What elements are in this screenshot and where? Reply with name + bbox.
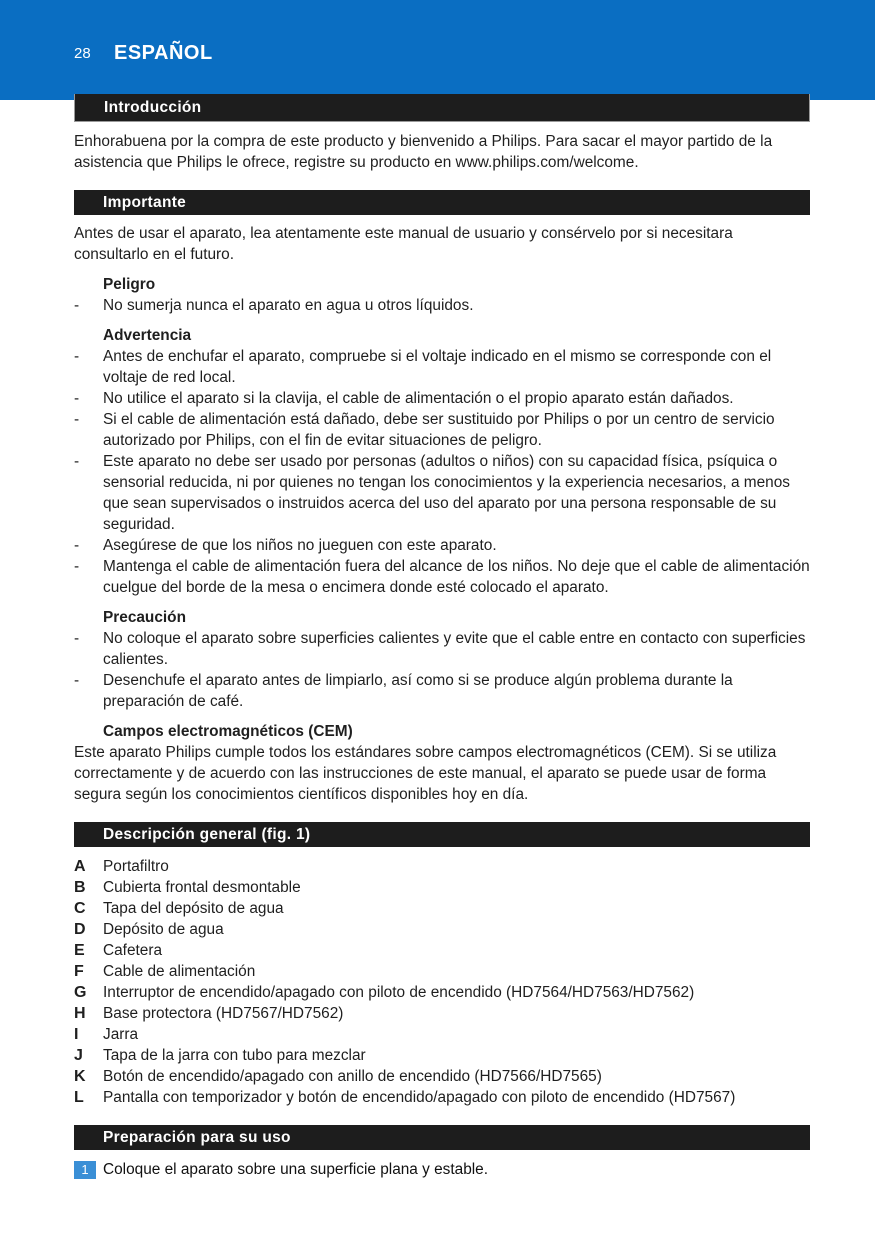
list-item-text: Antes de enchufar el aparato, compruebe si el voltaje indicado en el mismo se corresponde con el voltaje de red local. xyxy=(103,348,772,386)
part-item xyxy=(74,898,810,919)
list-item-text: Mantenga el cable de alimentación fuera del alcance de los niños. No deje que el cable de alimentación cuelgue del borde de la mesa o encimera donde esté colocado el aparato. xyxy=(103,558,810,596)
list-item-text: Desenchufe el aparato antes de limpiarlo, así como si se produce algún problema durante la preparación de café. xyxy=(103,672,733,710)
section-heading-overview: Descripción general (fig. 1) xyxy=(74,822,810,847)
list-item: - Antes de enchufar el aparato, compruebe si el voltaje indicado en el mismo se corresponde con el voltaje de red local. xyxy=(74,348,772,386)
part-item xyxy=(74,877,810,898)
danger-title: Peligro xyxy=(103,276,156,293)
part-label: Jarra xyxy=(103,1026,139,1043)
part-letter: E xyxy=(74,942,85,959)
part-label: Cafetera xyxy=(103,942,163,959)
part-label: Portafiltro xyxy=(103,858,169,875)
step-item xyxy=(74,1159,810,1180)
part-label: Depósito de agua xyxy=(103,921,224,938)
language-title: ESPAÑOL xyxy=(114,42,213,64)
part-label: Tapa del depósito de agua xyxy=(103,900,284,917)
page-number: 28 xyxy=(74,45,91,62)
header-bar xyxy=(0,0,875,100)
section-heading-intro: Introducción xyxy=(74,94,810,122)
emf-paragraph: Este aparato Philips cumple todos los estándares sobre campos electromagnéticos (CEM). Si se utiliza correctamente y de acuerdo con las instrucciones de este manual, el aparato se puede usar de forma segura según los conocimientos científicos disponibles hoy en día. xyxy=(74,744,777,803)
caution-list xyxy=(74,628,810,712)
danger-list xyxy=(74,295,810,316)
part-letter: J xyxy=(74,1047,83,1064)
part-item xyxy=(74,940,810,961)
part-label: Interruptor de encendido/apagado con piloto de encendido (HD7564/HD7563/HD7562) xyxy=(103,984,695,1001)
part-letter: K xyxy=(74,1068,86,1085)
part-letter: L xyxy=(74,1089,84,1106)
list-item: - Asegúrese de que los niños no jueguen con este aparato. xyxy=(74,537,497,554)
part-item xyxy=(74,1066,810,1087)
important-paragraph: Antes de usar el aparato, lea atentamente este manual de usuario y consérvelo por si necesitara consultarlo en el futuro. xyxy=(74,225,733,263)
part-letter: F xyxy=(74,963,84,980)
list-item-text: No coloque el aparato sobre superficies calientes y evite que el cable entre en contacto con superficies calientes. xyxy=(103,630,806,668)
part-letter: B xyxy=(74,879,86,896)
part-label: Base protectora (HD7567/HD7562) xyxy=(103,1005,344,1022)
document-body xyxy=(74,94,810,1180)
part-item xyxy=(74,961,810,982)
part-letter: A xyxy=(74,858,86,875)
emf-title: Campos electromagnéticos (CEM) xyxy=(103,723,353,740)
list-item: - Este aparato no debe ser usado por personas (adultos o niños) con su capacidad física, psíquica o sensorial reducida, ni por quienes no tengan los conocimientos y la experiencia necesarios, a menos que sean supervisados o instruidos acerca del uso del aparato por una persona responsable de su seguridad. xyxy=(74,453,790,533)
part-label: Pantalla con temporizador y botón de encendido/apagado con piloto de encendido (HD7567) xyxy=(103,1089,736,1106)
list-item: - Desenchufe el aparato antes de limpiarlo, así como si se produce algún problema durante la preparación de café. xyxy=(74,672,733,710)
part-item xyxy=(74,919,810,940)
warning-title: Advertencia xyxy=(103,327,192,344)
list-item-text: Este aparato no debe ser usado por personas (adultos o niños) con su capacidad física, psíquica o sensorial reducida, ni por quienes no tengan los conocimientos y la experiencia necesarios, a menos que sean supervisados o instruidos acerca del uso del aparato por una persona responsable de su seguridad. xyxy=(103,453,790,533)
step-text: Coloque el aparato sobre una superficie plana y estable. xyxy=(103,1161,489,1178)
list-item: - Mantenga el cable de alimentación fuera del alcance de los niños. No deje que el cable de alimentación cuelgue del borde de la mesa o encimera donde esté colocado el aparato. xyxy=(74,558,810,596)
list-item-text: No sumerja nunca el aparato en agua u otros líquidos. xyxy=(103,297,474,314)
part-label: Tapa de la jarra con tubo para mezclar xyxy=(103,1047,366,1064)
list-item: - Si el cable de alimentación está dañado, debe ser sustituido por Philips o por un centro de servicio autorizado por Philips, con el fin de evitar situaciones de peligro. xyxy=(74,411,775,449)
list-item: - No sumerja nunca el aparato en agua u otros líquidos. xyxy=(74,297,474,314)
part-label: Cubierta frontal desmontable xyxy=(103,879,301,896)
part-letter: H xyxy=(74,1005,86,1022)
section-heading-important: Importante xyxy=(74,190,810,215)
part-letter: D xyxy=(74,921,86,938)
list-item: - No utilice el aparato si la clavija, el cable de alimentación o el propio aparato están dañados. xyxy=(74,390,734,407)
parts-list xyxy=(74,856,810,1108)
list-item: - No coloque el aparato sobre superficies calientes y evite que el cable entre en contacto con superficies calientes. xyxy=(74,630,806,668)
part-item xyxy=(74,1045,810,1066)
part-item xyxy=(74,1024,810,1045)
part-item xyxy=(74,1003,810,1024)
section-heading-preparation: Preparación para su uso xyxy=(74,1125,810,1150)
part-letter: I xyxy=(74,1026,79,1043)
list-item-text: No utilice el aparato si la clavija, el cable de alimentación o el propio aparato están dañados. xyxy=(103,390,734,407)
step-number-badge: 1 xyxy=(74,1161,96,1179)
intro-paragraph: Enhorabuena por la compra de este producto y bienvenido a Philips. Para sacar el mayor partido de la asistencia que Philips le ofrece, registre su producto en www.philips.com/welcome. xyxy=(74,133,773,171)
part-label: Cable de alimentación xyxy=(103,963,256,980)
part-letter: C xyxy=(74,900,86,917)
part-item xyxy=(74,982,810,1003)
list-item-text: Asegúrese de que los niños no jueguen con este aparato. xyxy=(103,537,497,554)
warning-list xyxy=(74,346,810,598)
part-label: Botón de encendido/apagado con anillo de encendido (HD7566/HD7565) xyxy=(103,1068,602,1085)
part-item xyxy=(74,856,810,877)
part-item xyxy=(74,1087,810,1108)
list-item-text: Si el cable de alimentación está dañado, debe ser sustituido por Philips o por un centro de servicio autorizado por Philips, con el fin de evitar situaciones de peligro. xyxy=(103,411,775,449)
caution-title: Precaución xyxy=(103,609,186,626)
part-letter: G xyxy=(74,984,87,1001)
